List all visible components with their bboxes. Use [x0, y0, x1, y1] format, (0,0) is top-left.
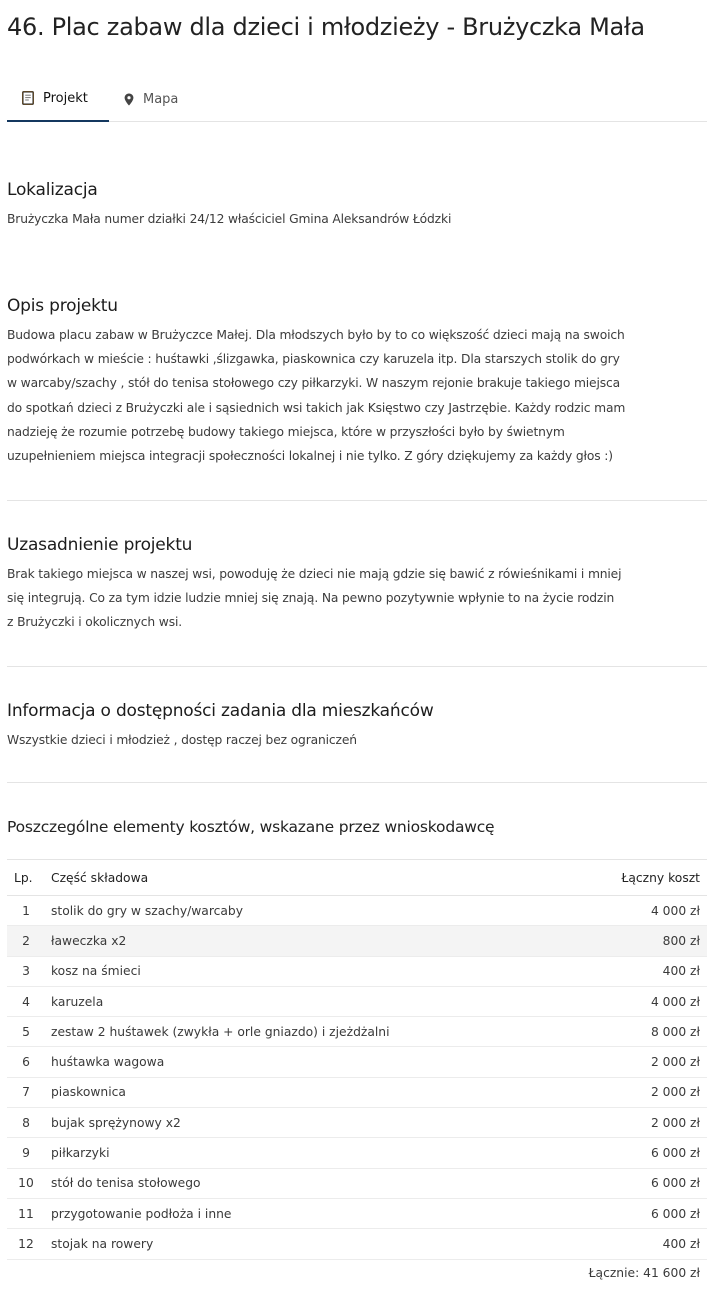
- column-header-cost: Łączny koszt: [575, 860, 707, 896]
- cell-name: huśtawka wagowa: [51, 1047, 575, 1077]
- cell-cost: 2 000 zł: [575, 1077, 707, 1107]
- table-row: [7, 1198, 707, 1228]
- column-header-lp: Lp.: [7, 860, 51, 896]
- cell-lp: 3: [7, 956, 51, 986]
- description-text: Budowa placu zabaw w Brużyczce Małej. Dla młodszych było by to co większość dzieci mają na swoich podwórkach w mieście : huśtawki ,ślizgawka, piaskownica czy karuzela itp. Dla starszych stolik do gry w warcaby/szachy , stół do tenisa stołowego czy piłkarzyki. W naszym rejonie brakuje takiego miejsca do spotkań dzieci z Brużyczki ale i sąsiednich wsi takich jak Księstwo czy Jastrzębie. Każdy rodzic mam nadzieję że rozumie potrzebę budowy takiego miejsca, które w przyszłości było by świetnym uzupełnieniem miejsca integracji społeczności lokalnej i nie tylko. Z góry dziękujemy za każdy głos :): [7, 328, 626, 464]
- divider: [7, 500, 707, 501]
- column-header-name: Część składowa: [51, 860, 575, 896]
- cell-cost: 800 zł: [575, 926, 707, 956]
- cell-name: przygotowanie podłoża i inne: [51, 1198, 575, 1228]
- table-row: [7, 896, 707, 926]
- cell-name: stół do tenisa stołowego: [51, 1168, 575, 1198]
- table-header-row: [7, 860, 707, 896]
- location-text: Brużyczka Mała numer działki 24/12 właściciel Gmina Aleksandrów Łódzki: [7, 212, 452, 226]
- description-section: [7, 296, 707, 468]
- description-heading: Opis projektu: [7, 296, 118, 316]
- cell-lp: 9: [7, 1138, 51, 1168]
- location-heading: Lokalizacja: [7, 180, 98, 200]
- cell-name: stolik do gry w szachy/warcaby: [51, 896, 575, 926]
- cell-lp: 10: [7, 1168, 51, 1198]
- cell-lp: 2: [7, 926, 51, 956]
- cell-cost: 6 000 zł: [575, 1138, 707, 1168]
- justification-heading: Uzasadnienie projektu: [7, 535, 193, 555]
- cell-cost: 6 000 zł: [575, 1198, 707, 1228]
- cell-cost: 400 zł: [575, 1229, 707, 1259]
- cell-name: ławeczka x2: [51, 926, 575, 956]
- accessibility-text: Wszystkie dzieci i młodzież , dostęp raczej bez ograniczeń: [7, 733, 357, 747]
- cell-lp: 11: [7, 1198, 51, 1228]
- cell-cost: 2 000 zł: [575, 1108, 707, 1138]
- page-title: 46. Plac zabaw dla dzieci i młodzieży - Brużyczka Mała: [7, 13, 645, 41]
- cell-name: karuzela: [51, 986, 575, 1016]
- tab-mapa-label: Mapa: [143, 91, 179, 107]
- divider: [7, 666, 707, 667]
- location-section: [7, 180, 707, 231]
- cell-name: bujak sprężynowy x2: [51, 1108, 575, 1138]
- tab-projekt[interactable]: [7, 76, 109, 122]
- table-row: [7, 1047, 707, 1077]
- tab-bar: [7, 76, 707, 122]
- justification-section: [7, 535, 707, 635]
- cell-name: piłkarzyki: [51, 1138, 575, 1168]
- accessibility-heading: Informacja o dostępności zadania dla mieszkańców: [7, 701, 434, 721]
- cell-cost: 2 000 zł: [575, 1047, 707, 1077]
- table-row: [7, 1077, 707, 1107]
- cell-name: stojak na rowery: [51, 1229, 575, 1259]
- cell-cost: 6 000 zł: [575, 1168, 707, 1198]
- document-icon: [22, 91, 34, 105]
- table-row: [7, 1108, 707, 1138]
- cell-name: piaskownica: [51, 1077, 575, 1107]
- cell-lp: 4: [7, 986, 51, 1016]
- table-row: [7, 926, 707, 956]
- cell-cost: 400 zł: [575, 956, 707, 986]
- table-row: [7, 1168, 707, 1198]
- table-row: [7, 956, 707, 986]
- cell-cost: 8 000 zł: [575, 1017, 707, 1047]
- cell-cost: 4 000 zł: [575, 986, 707, 1016]
- tab-projekt-label: Projekt: [43, 90, 88, 106]
- cell-name: zestaw 2 huśtawek (zwykła + orle gniazdo) i zjeżdżalni: [51, 1017, 575, 1047]
- cell-lp: 7: [7, 1077, 51, 1107]
- table-row: [7, 986, 707, 1016]
- cell-lp: 12: [7, 1229, 51, 1259]
- costs-title: Poszczególne elementy kosztów, wskazane przez wnioskodawcę: [7, 818, 495, 836]
- cell-lp: 8: [7, 1108, 51, 1138]
- table-row: [7, 1017, 707, 1047]
- map-pin-icon: [124, 93, 134, 106]
- cell-lp: 1: [7, 896, 51, 926]
- tab-mapa[interactable]: [124, 76, 178, 122]
- costs-total: Łącznie: 41 600 zł: [588, 1266, 700, 1280]
- cell-lp: 5: [7, 1017, 51, 1047]
- table-row: [7, 1138, 707, 1168]
- accessibility-section: [7, 701, 707, 752]
- table-row: [7, 1229, 707, 1259]
- cell-name: kosz na śmieci: [51, 956, 575, 986]
- justification-text: Brak takiego miejsca w naszej wsi, powoduję że dzieci nie mają gdzie się bawić z rówieśnikami i mniej się integrują. Co za tym idzie ludzie mniej się znają. Na pewno pozytywnie wpłynie to na życie rodzin z Brużyczki i okolicznych wsi.: [7, 567, 622, 630]
- costs-table: [7, 859, 707, 1260]
- cell-cost: 4 000 zł: [575, 896, 707, 926]
- divider: [7, 782, 707, 783]
- cell-lp: 6: [7, 1047, 51, 1077]
